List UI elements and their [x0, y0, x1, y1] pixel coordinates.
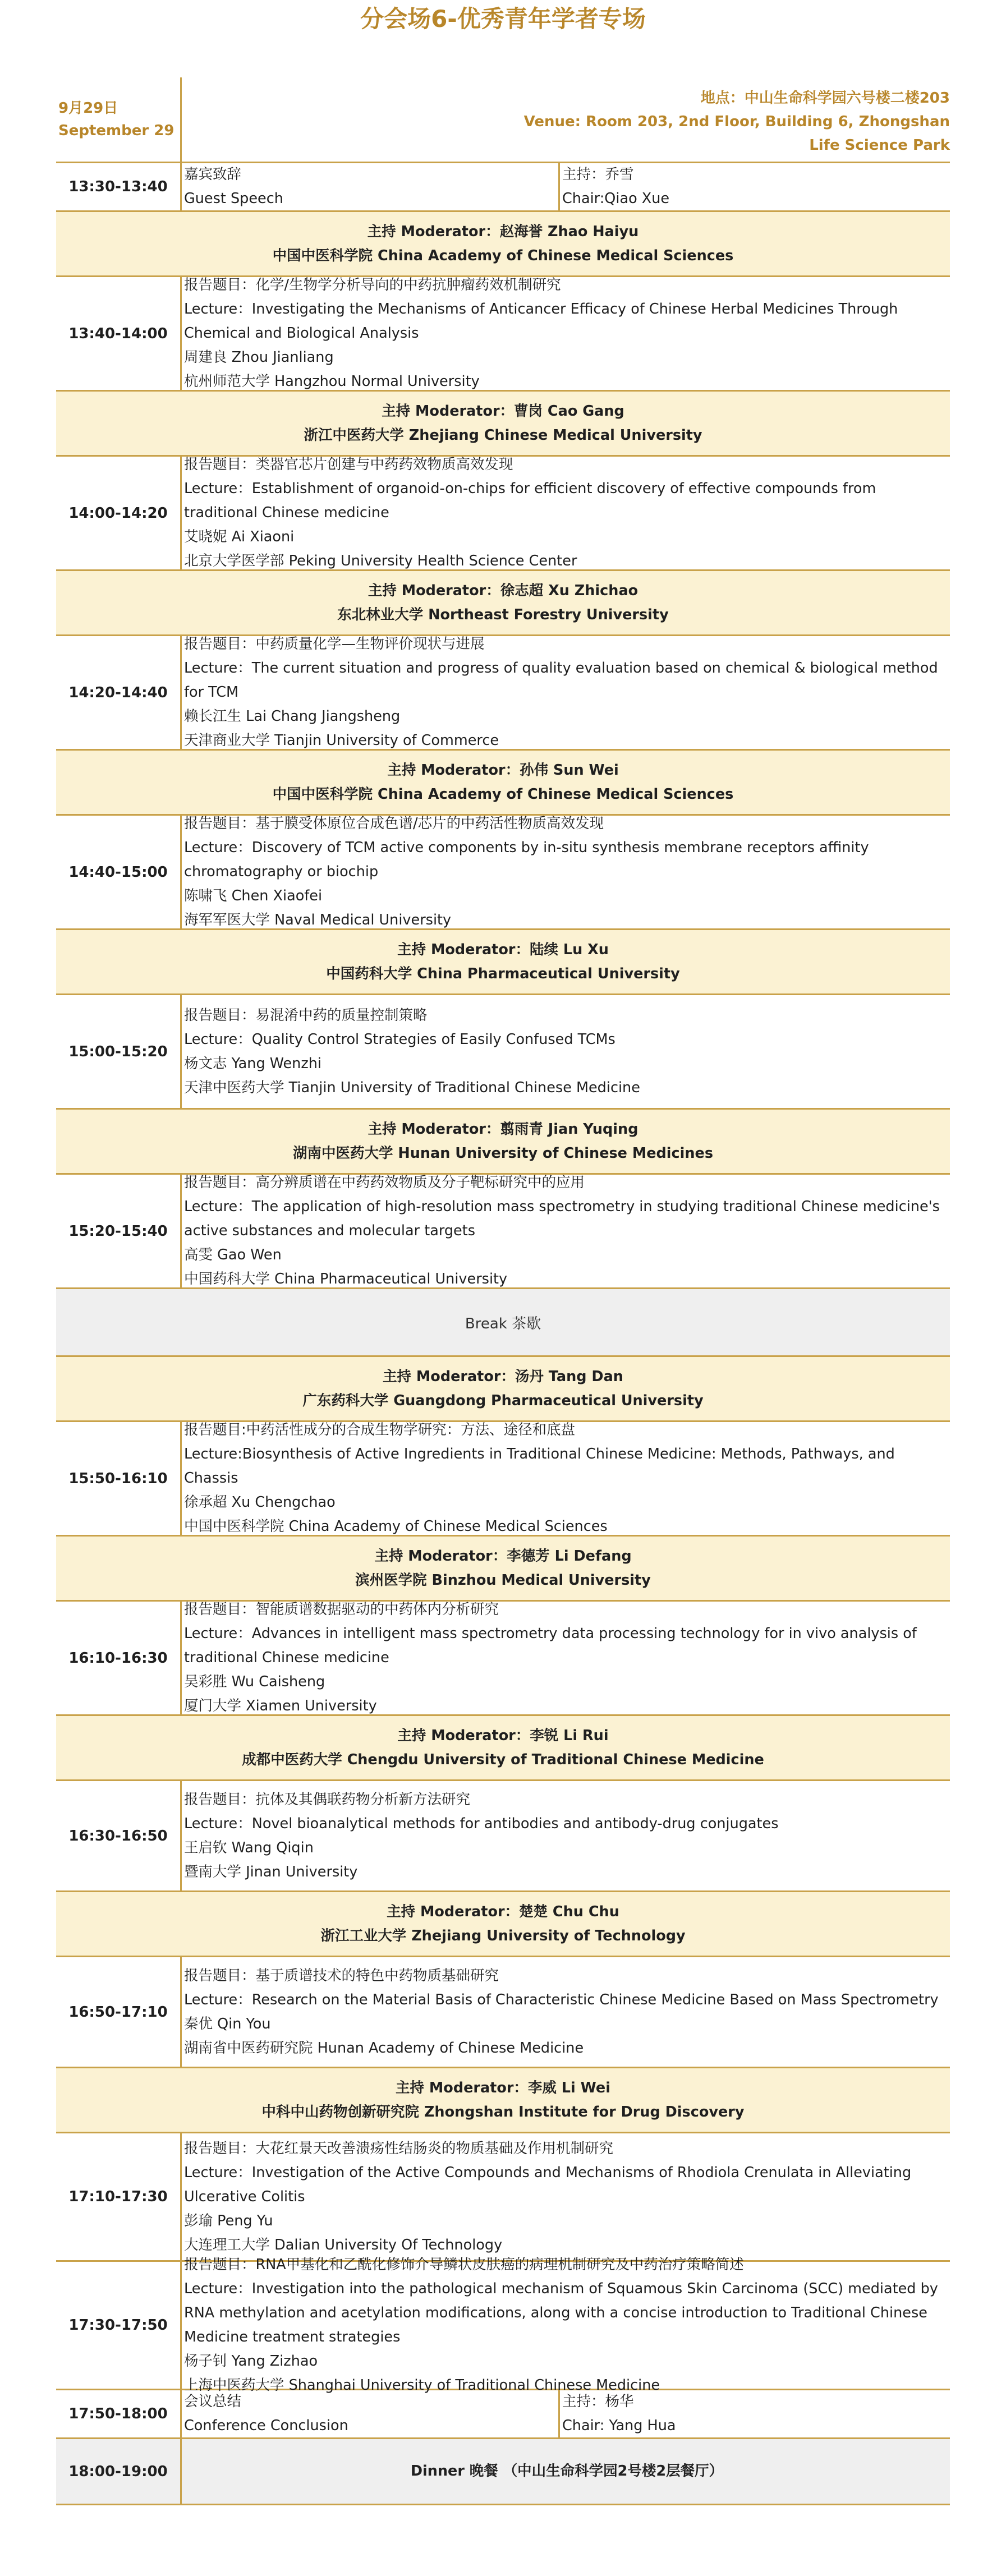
lecture-title: Lecture：Investigation into the pathological mechanism of Squamous Skin Carcinoma (SCC) mediated by RNA methylation and acetylation modifications, along with a concise introduction to Traditional Chinese Medicine treatment strategies: [184, 2280, 938, 2345]
talk-content: [182, 816, 950, 928]
talk-content: [182, 1602, 950, 1714]
moderator-institution: 中国中医科学院 China Academy of Chinese Medical Sciences: [272, 247, 734, 264]
topic-cn: 报告题目：大花红景天改善溃疡性结肠炎的物质基础及作用机制研究: [184, 2140, 614, 2157]
moderator-name: 主持 Moderator：徐志超 Xu Zhichao: [368, 582, 638, 599]
speaker-name: 陈啸飞 Chen Xiaofei: [184, 887, 323, 904]
moderator-row: [56, 1357, 950, 1422]
talk-content: [182, 1781, 950, 1890]
lecture-title: Lecture：Research on the Material Basis of Characteristic Chinese Medicine Based on Mass Spectrometry: [184, 1991, 939, 2008]
talk-row: [56, 2133, 950, 2262]
speaker-institution: 海军军医大学 Naval Medical University: [184, 912, 452, 928]
time-cell: 15:50-16:10: [56, 1422, 182, 1535]
speaker-name: 杨文志 Yang Wenzhi: [184, 1055, 321, 1072]
guest-speech-cell: [182, 163, 560, 210]
speaker-name: 高雯 Gao Wen: [184, 1246, 282, 1263]
time-cell: 13:30-13:40: [56, 163, 182, 210]
page-title: 分会场6-优秀青年学者专场: [360, 5, 646, 33]
guest-speech-en: Guest Speech: [184, 190, 283, 207]
lecture-title: Lecture：The application of high-resolution mass spectrometry in studying traditional Chinese medicine's active substances and molecular targets: [184, 1198, 940, 1239]
conclusion-cn: 会议总结: [184, 2393, 242, 2410]
talk-content: [182, 1957, 950, 2067]
moderator-institution: 中国药科大学 China Pharmaceutical University: [326, 965, 680, 982]
topic-cn: 报告题目：智能质谱数据驱动的中药体内分析研究: [184, 1601, 499, 1618]
speaker-name: 赖长江生 Lai Chang Jiangsheng: [184, 708, 401, 725]
chair-en: Chair: Yang Hua: [562, 2417, 676, 2434]
topic-cn: 报告题目：中药质量化学—生物评价现状与进展: [184, 636, 485, 652]
dinner-label: Dinner 晚餐 （中山生命科学园2号楼2层餐厅）: [410, 2463, 724, 2480]
speaker-institution: 湖南省中医药研究院 Hunan Academy of Chinese Medicine: [184, 2039, 584, 2057]
talk-content: [182, 995, 950, 1108]
moderator-row: [56, 392, 950, 457]
speaker-name: 杨子钊 Yang Zizhao: [184, 2353, 318, 2370]
talk-content: [182, 277, 950, 390]
moderator-institution: 浙江中医药大学 Zhejiang Chinese Medical University: [304, 426, 702, 444]
sessions-block-1: [56, 212, 950, 1289]
topic-cn: 报告题目：抗体及其偶联药物分析新方法研究: [184, 1791, 471, 1808]
topic-cn: 报告题目：类器官芯片创建与中药药效物质高效发现: [184, 456, 513, 473]
time-cell: 16:50-17:10: [56, 1957, 182, 2067]
topic-cn: 报告题目：化学/生物学分析导向的中药抗肿瘤药效机制研究: [184, 277, 561, 293]
speaker-name: 吴彩胜 Wu Caisheng: [184, 1673, 325, 1690]
speaker-institution: 大连理工大学 Dalian University Of Technology: [184, 2236, 503, 2253]
moderator-institution: 浙江工业大学 Zhejiang University of Technology: [320, 1927, 686, 1944]
talk-row: [56, 277, 950, 392]
schedule-table: [56, 77, 950, 2505]
moderator-name: 主持 Moderator：翦雨青 Jian Yuqing: [368, 1120, 638, 1138]
lecture-title: Lecture：Establishment of organoid-on-chips for efficient discovery of effective compounds from traditional Chinese medicine: [184, 480, 876, 521]
moderator-institution: 中科中山药物创新研究院 Zhongshan Institute for Drug Discovery: [261, 2103, 745, 2120]
moderator-institution: 湖南中医药大学 Hunan University of Chinese Medicines: [292, 1144, 713, 1162]
moderator-name: 主持 Moderator：曹岗 Cao Gang: [382, 402, 624, 420]
lecture-title: Lecture：The current situation and progress of quality evaluation based on chemical & biological method for TCM: [184, 660, 938, 701]
talk-row: [56, 457, 950, 571]
moderator-name: 主持 Moderator：陆续 Lu Xu: [397, 941, 609, 958]
moderator-institution: 滨州医学院 Binzhou Medical University: [355, 1571, 651, 1589]
moderator-name: 主持 Moderator：孙伟 Sun Wei: [387, 761, 619, 779]
sessions-block-2: [56, 1357, 950, 2262]
talk-content: [182, 636, 950, 749]
talk-content: [182, 1175, 950, 1287]
moderator-row: [56, 1892, 950, 1957]
time-cell: 18:00-19:00: [56, 2439, 182, 2504]
talk-row: [56, 1957, 950, 2068]
topic-cn: 报告题目：高分辨质谱在中药药效物质及分子靶标研究中的应用: [184, 1174, 585, 1191]
lecture-title: Lecture:Biosynthesis of Active Ingredients in Traditional Chinese Medicine: Methods, Pathways, and Chassis: [184, 1446, 895, 1487]
talk-row: [56, 1422, 950, 1537]
speaker-institution: 厦门大学 Xiamen University: [184, 1698, 377, 1714]
topic-cn: 报告题目：易混淆中药的质量控制策略: [184, 1006, 428, 1024]
speaker-institution: 中国药科大学 China Pharmaceutical University: [184, 1271, 508, 1287]
topic-cn: 报告题目：基于质谱技术的特色中药物质基础研究: [184, 1967, 499, 1984]
time-cell: 16:30-16:50: [56, 1781, 182, 1890]
moderator-row: [56, 751, 950, 816]
moderator-name: 主持 Moderator：汤丹 Tang Dan: [383, 1368, 623, 1385]
speaker-name: 艾晓妮 Ai Xiaoni: [184, 528, 295, 545]
speaker-institution: 天津商业大学 Tianjin University of Commerce: [184, 732, 499, 749]
moderator-institution: 广东药科大学 Guangdong Pharmaceutical University: [302, 1392, 704, 1409]
moderator-row: [56, 1537, 950, 1602]
moderator-row: [56, 1110, 950, 1175]
time-cell: 15:20-15:40: [56, 1175, 182, 1287]
lecture-title: Lecture：Discovery of TCM active components by in-situ synthesis membrane receptors affinity chromatography or biochip: [184, 839, 869, 880]
time-cell: 15:00-15:20: [56, 995, 182, 1108]
moderator-row: [56, 2068, 950, 2133]
time-cell: 17:30-17:50: [56, 2262, 182, 2389]
time-cell: 17:10-17:30: [56, 2133, 182, 2260]
venue-en-line1: Venue: Room 203, 2nd Floor, Building 6, Zhongshan: [523, 113, 950, 130]
guest-speech-cn: 嘉宾致辞: [184, 166, 242, 183]
moderator-institution: 中国中医科学院 China Academy of Chinese Medical Sciences: [272, 785, 734, 803]
topic-cn: 报告题目:中药活性成分的合成生物学研究：方法、途径和底盘: [184, 1422, 576, 1438]
speaker-institution: 杭州师范大学 Hangzhou Normal University: [184, 373, 480, 390]
dinner-row: [56, 2439, 950, 2505]
speaker-institution: 北京大学医学部 Peking University Health Science Center: [184, 553, 577, 569]
time-cell: 13:40-14:00: [56, 277, 182, 390]
guest-speech-row: [56, 163, 950, 212]
time-cell: 14:00-14:20: [56, 457, 182, 569]
speaker-institution: 中国中医科学院 China Academy of Chinese Medical Sciences: [184, 1518, 608, 1535]
talk-row: [56, 1175, 950, 1289]
talk-content: [182, 1422, 950, 1535]
schedule-header: [56, 77, 950, 163]
conclusion-row: [56, 2390, 950, 2439]
moderator-row: [56, 1716, 950, 1781]
moderator-institution: 东北林业大学 Northeast Forestry University: [337, 606, 669, 623]
speaker-institution: 上海中医药大学 Shanghai University of Traditional Chinese Medicine: [184, 2377, 660, 2394]
speaker-institution: 天津中医药大学 Tianjin University of Traditional Chinese Medicine: [184, 1079, 640, 1096]
conclusion-en: Conference Conclusion: [184, 2417, 348, 2434]
moderator-name: 主持 Moderator：李锐 Li Rui: [397, 1727, 609, 1744]
lecture-title: Lecture：Investigating the Mechanisms of Anticancer Efficacy of Chinese Herbal Medicines Through Chemical and Biological Analysis: [184, 301, 898, 342]
moderator-name: 主持 Moderator：赵海誉 Zhao Haiyu: [367, 223, 639, 240]
talk-content: [182, 2133, 950, 2260]
chair-en: Chair:Qiao Xue: [562, 190, 670, 207]
speaker-name: 徐承超 Xu Chengchao: [184, 1494, 336, 1511]
moderator-name: 主持 Moderator：李德芳 Li Defang: [374, 1547, 632, 1565]
talk-content: [182, 457, 950, 569]
speaker-institution: 暨南大学 Jinan University: [184, 1863, 358, 1880]
venue-cn: 地点：中山生命科学园六号楼二楼203: [700, 90, 950, 107]
lecture-title: Lecture：Investigation of the Active Compounds and Mechanisms of Rhodiola Crenulata in Alleviating Ulcerative Colitis: [184, 2164, 912, 2205]
lecture-title: Lecture：Novel bioanalytical methods for antibodies and antibody-drug conjugates: [184, 1815, 779, 1832]
moderator-name: 主持 Moderator：楚楚 Chu Chu: [387, 1903, 619, 1920]
speaker-name: 王启钦 Wang Qiqin: [184, 1839, 314, 1856]
moderator-row: [56, 212, 950, 277]
moderator-row: [56, 571, 950, 636]
talk-row: [56, 1602, 950, 1716]
lecture-title: Lecture：Quality Control Strategies of Easily Confused TCMs: [184, 1031, 615, 1048]
moderator-institution: 成都中医药大学 Chengdu University of Traditional Chinese Medicine: [242, 1751, 764, 1768]
break-row: Break 茶歇: [56, 1289, 950, 1357]
moderator-row: [56, 930, 950, 995]
speaker-name: 彭瑜 Peng Yu: [184, 2212, 273, 2229]
talk-row: [56, 2256, 950, 2394]
venue-cell: [182, 77, 950, 162]
topic-cn: 报告题目：基于膜受体原位合成色谱/芯片的中药活性物质高效发现: [184, 815, 604, 832]
topic-cn: 报告题目：RNA甲基化和乙酰化修饰介导鳞状皮肤癌的病理机制研究及中药治疗策略简述: [184, 2256, 744, 2273]
talk-row: [56, 995, 950, 1110]
time-cell: 14:20-14:40: [56, 636, 182, 749]
talk-row: [56, 636, 950, 751]
chair-cell: [560, 2390, 950, 2437]
speaker-name: 周建良 Zhou Jianliang: [184, 349, 334, 366]
time-cell: 16:10-16:30: [56, 1602, 182, 1714]
conclusion-cell: [182, 2390, 560, 2437]
talk-row: [56, 1781, 950, 1892]
date-cn: 9月29日: [58, 100, 118, 117]
lecture-title: Lecture：Advances in intelligent mass spectrometry data processing technology for in vivo analysis of traditional Chinese medicine: [184, 1625, 917, 1666]
venue-en-line2: Life Science Park: [809, 137, 950, 154]
talk-row: [56, 816, 950, 930]
chair-cn: 主持：杨华: [562, 2393, 634, 2410]
talk-content: [182, 2256, 950, 2394]
date-cell: [56, 77, 182, 162]
time-cell: 14:40-15:00: [56, 816, 182, 928]
time-cell: 17:50-18:00: [56, 2390, 182, 2437]
date-en: September 29: [58, 122, 174, 139]
chair-cell: [560, 163, 950, 210]
moderator-name: 主持 Moderator：李威 Li Wei: [396, 2079, 610, 2096]
chair-cn: 主持：乔雪: [562, 166, 634, 183]
speaker-name: 秦优 Qin You: [184, 2015, 271, 2032]
